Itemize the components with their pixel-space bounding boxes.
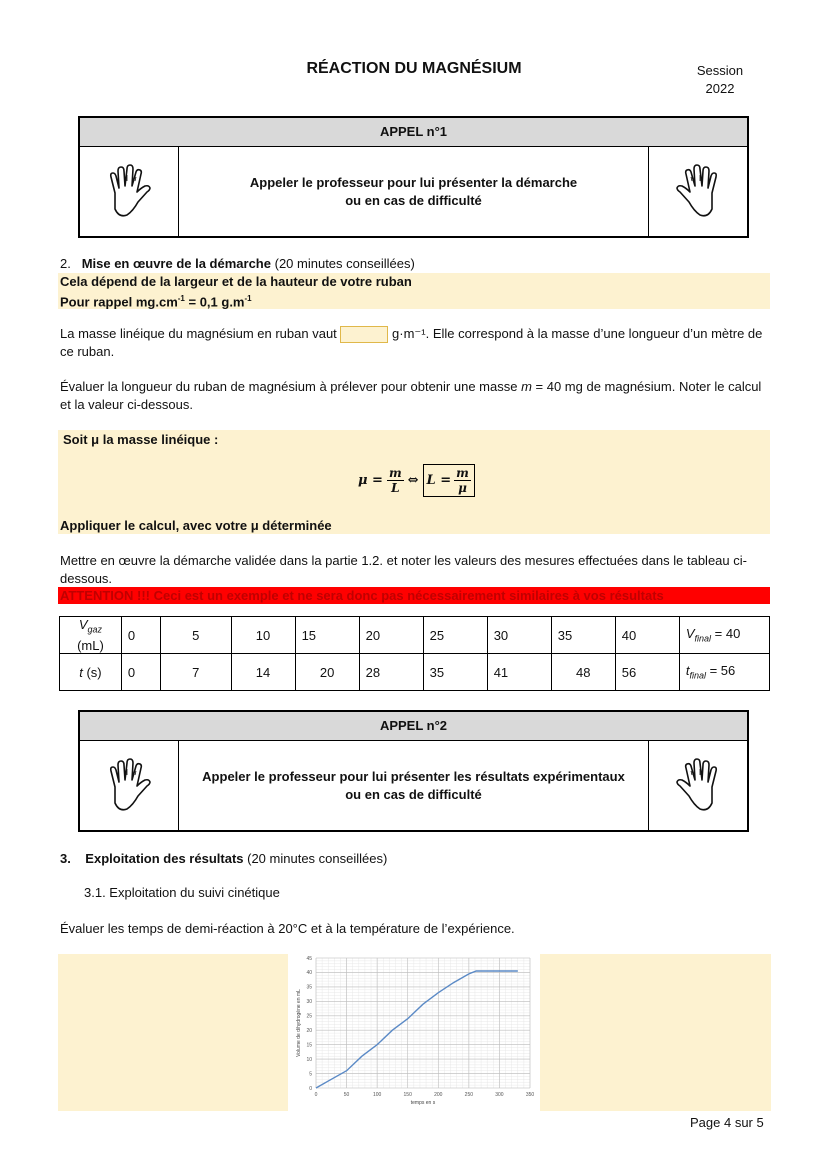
series-line [316, 971, 518, 1088]
x-tick-label: 150 [403, 1092, 412, 1098]
table-cell[interactable]: 35 [551, 617, 615, 654]
table-cell[interactable]: 5 [160, 617, 231, 654]
table-cell[interactable]: 35 [423, 654, 487, 691]
appel-1-line1: Appeler le professeur pour lui présenter la démarche [249, 174, 578, 190]
x-tick-label: 50 [343, 1092, 350, 1098]
appel-2-left-cell [80, 741, 179, 830]
table-cell[interactable]: 41 [487, 654, 551, 691]
y-tick-label: 10 [306, 1056, 312, 1063]
raised-hand-icon [103, 757, 155, 815]
table-cell[interactable]: 14 [231, 654, 295, 691]
section-3-heading [60, 850, 770, 868]
section-2-note [58, 273, 770, 309]
x-tick-label: 250 [464, 1092, 474, 1098]
table-cell[interactable]: 28 [359, 654, 423, 691]
masse-lineique-input[interactable] [340, 326, 388, 343]
table-cell[interactable]: 48 [551, 654, 615, 691]
page-number: Page 4 sur 5 [690, 1115, 764, 1130]
y-tick-label: 20 [306, 1028, 312, 1035]
section-3-1-heading: 3.1. Exploitation du suivi cinétique [84, 885, 280, 900]
chart-svg [290, 950, 540, 1112]
answer-area-right [540, 954, 771, 1111]
appel-2-line2: ou en cas de difficulté [345, 786, 482, 802]
time-header: t (s) [60, 654, 122, 691]
appel-2-box [78, 710, 749, 832]
y-tick-label: 5 [309, 1071, 312, 1078]
y-tick-label: 25 [306, 1013, 312, 1020]
table-cell[interactable]: 56 [615, 654, 679, 691]
section-3-paragraph: Évaluer les temps de demi-réaction à 20°C et à la température de l’expérience. [60, 921, 515, 936]
section-3-title: Exploitation des résultats [85, 851, 244, 866]
table-cell[interactable]: 0 [121, 617, 160, 654]
answer-box [58, 430, 770, 534]
appel-1-line2: ou en cas de difficulté [345, 192, 482, 208]
x-tick-label: 100 [372, 1092, 382, 1098]
formula-boxed-result: L = $\frac{m}{\mu}$ [423, 464, 475, 497]
attention-banner: ATTENTION !!! Ceci est un exemple et ne sera donc pas nécessairement similaires à vos résultats [58, 587, 770, 604]
raised-hand-icon [103, 163, 155, 221]
evaluer-longueur-paragraph: Évaluer la longueur du ruban de magnésium à prélever pour obtenir une masse m = 40 mg de magnésium. Noter le calcul et la valeur ci-dessous. [60, 379, 762, 412]
measurement-table [59, 616, 770, 691]
page-title: RÉACTION DU MAGNÉSIUM [306, 60, 522, 77]
section-2-number: 2. [60, 256, 71, 271]
table-row-volume [60, 617, 770, 654]
answer-soit: Soit μ la masse linéique : [63, 432, 219, 447]
appel-1-left-cell [80, 147, 179, 236]
note-line-1: Cela dépend de la largeur et de la hauteur de votre ruban [60, 274, 412, 289]
appel-1-title: APPEL n°1 [80, 118, 747, 147]
appel-2-line1: Appeler le professeur pour lui présenter les résultats expérimentaux [202, 768, 625, 784]
answer-apply: Appliquer le calcul, avec votre μ déterminée [60, 518, 332, 533]
x-tick-label: 200 [434, 1092, 443, 1098]
raised-hand-icon [672, 757, 724, 815]
masse-lineique-paragraph: La masse linéique du magnésium en ruban vaut g·m⁻¹. Elle correspond à la masse d’une longueur d’un mètre de ce ruban. [60, 326, 763, 360]
appel-2-right-cell [648, 741, 747, 830]
table-cell[interactable]: 10 [231, 617, 295, 654]
table-cell[interactable]: 40 [615, 617, 679, 654]
appel-2-title: APPEL n°2 [80, 712, 747, 741]
table-cell[interactable]: 7 [160, 654, 231, 691]
volume-final-cell[interactable]: $V_{final} = 40$ [679, 617, 769, 654]
session-word: Session [696, 63, 744, 78]
section-3-advice: (20 minutes conseillées) [247, 851, 388, 866]
section-2-title: Mise en œuvre de la démarche [81, 256, 271, 271]
y-tick-label: 30 [306, 999, 312, 1006]
y-tick-label: 35 [306, 984, 312, 991]
appel-1-text [179, 147, 648, 236]
table-cell[interactable]: 30 [487, 617, 551, 654]
table-cell[interactable]: 25 [423, 617, 487, 654]
x-tick-label: 0 [314, 1092, 318, 1098]
y-axis-label: Volume de dihydrogène en mL [296, 989, 302, 1057]
volume-header: $V_{gaz}$ (mL) [60, 617, 122, 654]
mettre-en-oeuvre-paragraph: Mettre en œuvre la démarche validée dans la partie 1.2. et noter les valeurs des mesures effectuées dans le tableau ci-dessous. [60, 553, 747, 586]
y-tick-label: 15 [306, 1042, 312, 1049]
note-line-2: Pour rappel $mg.cm^{-1} = 0,1$ $g.m^{-1}$ [60, 294, 252, 310]
x-tick-label: 300 [495, 1092, 504, 1098]
section-2-heading [60, 255, 770, 273]
session-label [680, 62, 760, 98]
y-tick-label: 0 [309, 1085, 312, 1092]
table-cell[interactable]: 15 [295, 617, 359, 654]
appel-2-text [179, 741, 648, 830]
x-tick-label: 350 [525, 1092, 535, 1098]
raised-hand-icon [672, 163, 724, 221]
volume-time-chart [290, 950, 540, 1112]
table-cell[interactable]: 0 [121, 654, 160, 691]
table-cell[interactable]: 20 [295, 654, 359, 691]
appel-1-box [78, 116, 749, 238]
appel-1-right-cell [648, 147, 747, 236]
session-year: 2022 [705, 81, 735, 96]
x-axis-label: temps en s [410, 1100, 436, 1106]
section-3-number: 3. [60, 851, 71, 866]
table-row-time [60, 654, 770, 691]
y-tick-label: 40 [306, 970, 312, 977]
formula: μ = $\frac{m}{L}$ ⇔ L = $\frac{m}{\mu}$ [358, 464, 475, 497]
y-tick-label: 45 [306, 955, 312, 962]
time-final-cell[interactable]: $t_{final} = 56$ [679, 654, 769, 691]
answer-area-left [58, 954, 288, 1111]
table-cell[interactable]: 20 [359, 617, 423, 654]
section-2-advice: (20 minutes conseillées) [274, 256, 415, 271]
